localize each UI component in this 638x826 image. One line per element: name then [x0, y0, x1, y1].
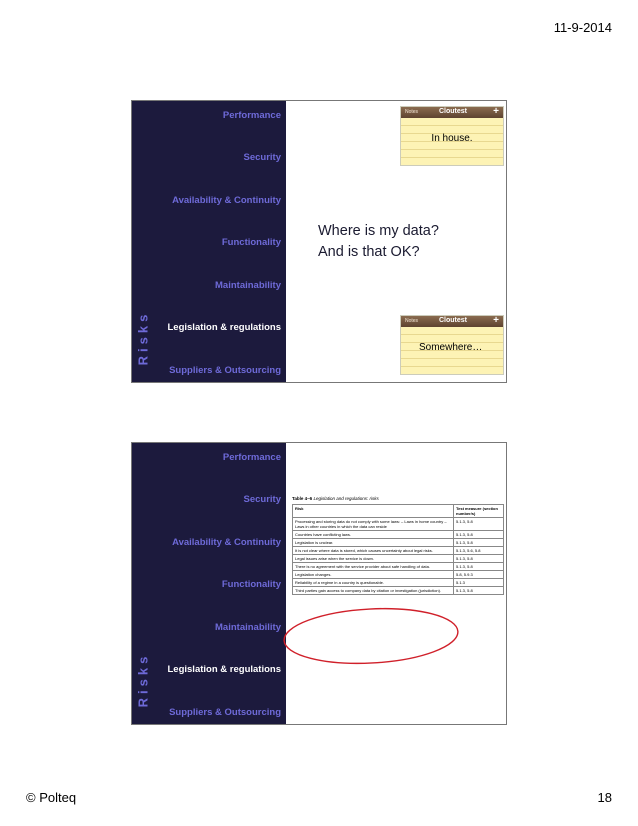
table-caption-text: Legislation and regulations: risks [313, 496, 379, 501]
menu-item-suppliers[interactable]: Suppliers & Outsourcing [169, 365, 281, 376]
note-header-left: Notes [405, 109, 419, 115]
cell-measure: 5.1.3, 5.8 [454, 539, 504, 547]
column-header-risk: Risk [293, 505, 454, 518]
cell-measure: 5.1.3, 5.8 [454, 518, 504, 531]
risk-table [292, 504, 504, 595]
note-widget-bottom [400, 315, 504, 375]
question-line-1: Where is my data? [318, 223, 439, 239]
footer-copyright: © Polteq [26, 790, 77, 805]
menu-item-legislation[interactable]: Legislation & regulations [167, 322, 281, 333]
cell-measure: 5.1.3, 5.8 [454, 587, 504, 595]
cell-measure: 5.1.3 [454, 579, 504, 587]
page-date: 11-9-2014 [553, 20, 612, 35]
table-row [293, 555, 504, 563]
cell-measure: 5.1.3, 5.8 [454, 555, 504, 563]
menu-item-functionality[interactable]: Functionality [221, 237, 281, 248]
menu-item-suppliers[interactable]: Suppliers & Outsourcing [169, 707, 281, 718]
cell-measure: 5.8, 5.9.3 [454, 571, 504, 579]
table-row [293, 518, 504, 531]
column-header-measure: Test measure (section number/s) [454, 505, 504, 518]
menu-item-maintainability[interactable]: Maintainability [215, 622, 281, 633]
cell-risk: Third parties gain access to company data by citation or investigation (jurisdiction). [293, 587, 454, 595]
menu-item-security[interactable]: Security [243, 494, 281, 505]
cell-risk: Legislation changes. [293, 571, 454, 579]
table-row [293, 563, 504, 571]
question-text [318, 221, 439, 263]
sidebar [132, 443, 286, 724]
note-text: In house. [431, 133, 473, 144]
menu-item-performance[interactable]: Performance [222, 452, 281, 463]
cell-measure: 5.1.3, 5.8 [454, 563, 504, 571]
note-header-title: Cloutest [439, 317, 467, 324]
note-header [401, 316, 503, 327]
menu-item-security[interactable]: Security [243, 152, 281, 163]
page-number: 18 [597, 790, 612, 805]
sidebar [132, 101, 286, 382]
table-header-row [293, 505, 504, 518]
table-row [293, 579, 504, 587]
cell-risk: Reliability of a regime in a country is questionable. [293, 579, 454, 587]
note-header-title: Cloutest [439, 108, 467, 115]
risks-vertical-label: Risks [135, 310, 151, 366]
table-row [293, 587, 504, 595]
menu-item-performance[interactable]: Performance [222, 110, 281, 121]
slide-risk-table [131, 442, 507, 725]
highlight-oval [282, 606, 460, 666]
table-row [293, 571, 504, 579]
table-row [293, 539, 504, 547]
cell-measure: 5.1.3, 5.8 [454, 531, 504, 539]
note-widget-top [400, 106, 504, 166]
menu-item-legislation[interactable]: Legislation & regulations [167, 664, 281, 675]
menu-item-functionality[interactable]: Functionality [221, 579, 281, 590]
table-row [293, 531, 504, 539]
cell-risk: Countries have conflicting laws. [293, 531, 454, 539]
cell-risk: Legal issues arise when the service is down. [293, 555, 454, 563]
menu-item-availability[interactable]: Availability & Continuity [172, 195, 281, 206]
cell-measure: 5.1.3, 5.6, 5.8 [454, 547, 504, 555]
note-text: Somewhere… [419, 342, 483, 353]
plus-icon[interactable]: + [493, 315, 499, 326]
menu-item-availability[interactable]: Availability & Continuity [172, 537, 281, 548]
cell-risk: There is no agreement with the service provider about safe handling of data. [293, 563, 454, 571]
question-line-2: And is that OK? [318, 244, 420, 260]
risks-vertical-label: Risks [135, 652, 151, 708]
slide-data-location [131, 100, 507, 383]
cell-risk: It is not clear where data is stored, which causes uncertainty about legal risks. [293, 547, 454, 555]
cell-risk: Processing and storing data do not comply with some laws: – Laws in home country – Laws in other countries in which the data can reside [293, 518, 454, 531]
table-caption [292, 496, 379, 501]
table-caption-number: Table 4–6 [292, 496, 313, 501]
plus-icon[interactable]: + [493, 106, 499, 117]
note-header-left: Notes [405, 318, 419, 324]
table-row [293, 547, 504, 555]
menu-item-maintainability[interactable]: Maintainability [215, 280, 281, 291]
cell-risk: Legislation is unclear. [293, 539, 454, 547]
note-header [401, 107, 503, 118]
